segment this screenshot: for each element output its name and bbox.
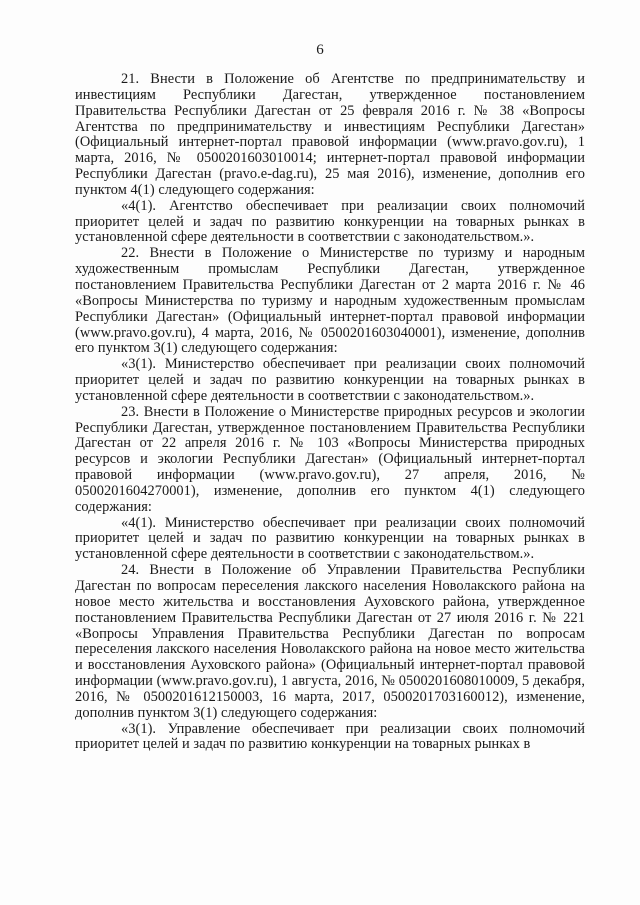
paragraph-quote-23: «4(1). Министерство обеспечивает при реализации своих полномочий приоритет целей и задач по развитию конкуренции на товарных рынках в установленной сфере деятельности в соответствии с законодательством.». — [75, 514, 585, 563]
paragraph-item-21: 21. Внести в Положение об Агентстве по предпринимательству и инвестициям Республики Дагестан, утвержденное постановлением Правительства Республики Дагестан от 25 февраля 2016 г. № 38 «Вопросы Агентства по предпринимательству и инвестициям Республики Дагестан» (Официальный интернет-портал правовой информации (www.pravo.gov.ru), 1 марта, 2016, № 0500201603010014; интернет-портал правовой информации Республики Дагестан (pravo.e-dag.ru), 25 мая 2016), изменение, дополнив его пунктом 4(1) следующего содержания: — [75, 71, 585, 198]
paragraph-item-24: 24. Внести в Положение об Управлении Правительства Республики Дагестан по вопросам переселения лакского населения Новолакского района на новое место жительства и восстановления Ауховского района, утвержденное постановлением Правительства Республики Дагестан от 27 июля 2016 г. № 221 «Вопросы Управления Правительства Республики Дагестан по вопросам переселения лакского населения Новолакского района на новое место жительства и восстановления Ауховского района» (Официальный интернет-портал правовой информации (www.pravo.gov.ru), 1 августа, 2016, № 0500201608010009, 5 декабря, 2016, № 0500201612150003, 16 марта, 2017, 0500201703160012), изменение, дополнив пунктом 3(1) следующего содержания: — [75, 562, 585, 721]
paragraph-item-22: 22. Внести в Положение о Министерстве по туризму и народным художественным промыслам Республики Дагестан, утвержденное постановлением Правительства Республики Дагестан от 2 марта 2016 г. № 46 «Вопросы Министерства по туризму и народным художественным промыслам Республики Дагестан» (Официальный интернет-портал правовой информации (www.pravo.gov.ru), 4 марта, 2016, № 0500201603040001), изменение, дополнив его пунктом 3(1) следующего содержания: — [75, 245, 585, 357]
page-number: 6 — [316, 42, 324, 58]
paragraph-quote-24: «3(1). Управление обеспечивает при реализации своих полномочий приоритет целей и задач по развитию конкуренции на товарных рынках в — [75, 720, 585, 753]
paragraph-quote-21: «4(1). Агентство обеспечивает при реализации своих полномочий приоритет целей и задач по развитию конкуренции на товарных рынках в установленной сфере деятельности в соответствии с законодательством.». — [75, 197, 585, 246]
paragraph-quote-22: «3(1). Министерство обеспечивает при реализации своих полномочий приоритет целей и задач по развитию конкуренции на товарных рынках в установленной сфере деятельности в соответствии с законодательством.». — [75, 356, 585, 404]
document-body — [75, 72, 585, 753]
paragraph-item-23: 23. Внести в Положение о Министерстве природных ресурсов и экологии Республики Дагестан, утвержденное постановлением Правительства Республики Дагестан от 22 апреля 2016 г. № 103 «Вопросы Министерства природных ресурсов и экологии Республики Дагестан» (Официальный интернет-портал правовой информации (www.pravo.gov.ru), 27 апреля, 2016, № 0500201604270001), изменение, дополнив его пунктом 4(1) следующего содержания: — [75, 403, 585, 515]
